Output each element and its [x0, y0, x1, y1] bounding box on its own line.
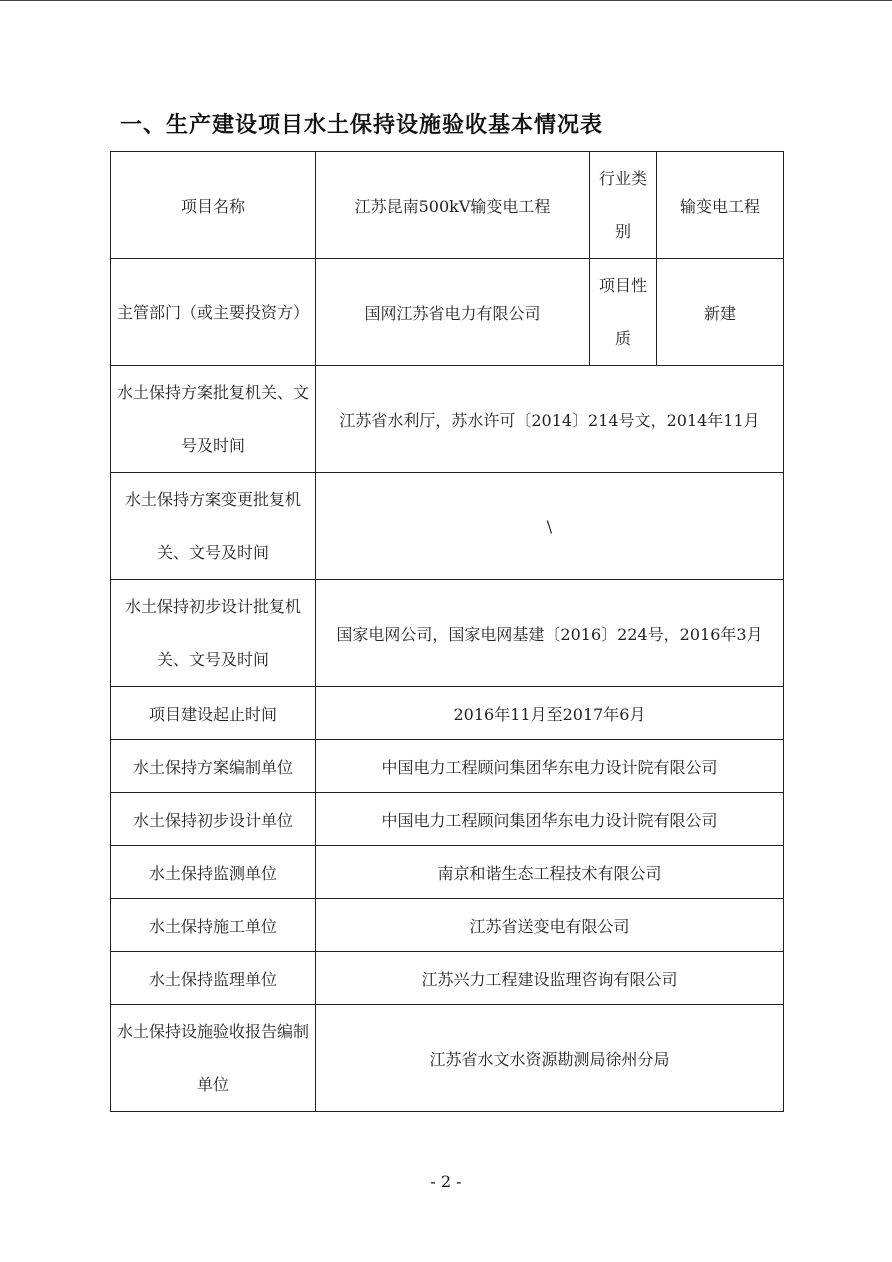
table-row — [111, 259, 784, 366]
table-row — [111, 952, 784, 1005]
plan-change-value: \ — [316, 473, 784, 580]
department-label: 主管部门（或主要投资方） — [111, 259, 316, 366]
table-row — [111, 366, 784, 473]
project-name-value: 江苏昆南500kV输变电工程 — [316, 152, 590, 259]
page-number: - 2 - — [430, 1172, 462, 1191]
supervise-unit-value: 江苏兴力工程建设监理咨询有限公司 — [316, 952, 784, 1005]
design-approval-value: 国家电网公司，国家电网基建〔2016〕224号，2016年3月 — [316, 580, 784, 687]
table-row — [111, 740, 784, 793]
design-unit-value: 中国电力工程顾问集团华东电力设计院有限公司 — [316, 793, 784, 846]
table-row — [111, 846, 784, 899]
table-row — [111, 473, 784, 580]
table-row — [111, 1005, 784, 1112]
table-row — [111, 793, 784, 846]
top-border-line — [0, 0, 892, 1]
page-title: 一、生产建设项目水土保持设施验收基本情况表 — [120, 113, 604, 138]
table-row — [111, 687, 784, 740]
department-value: 国网江苏省电力有限公司 — [316, 259, 590, 366]
project-nature-label: 项目性质 — [590, 259, 657, 366]
supervise-unit-label: 水土保持监理单位 — [111, 952, 316, 1005]
industry-type-value: 输变电工程 — [657, 152, 784, 259]
project-name-label: 项目名称 — [111, 152, 316, 259]
report-unit-label: 水土保持设施验收报告编制单位 — [111, 1005, 316, 1112]
table-row — [111, 152, 784, 259]
table-row — [111, 580, 784, 687]
monitor-unit-value: 南京和谐生态工程技术有限公司 — [316, 846, 784, 899]
project-nature-value: 新建 — [657, 259, 784, 366]
construction-period-value: 2016年11月至2017年6月 — [316, 687, 784, 740]
plan-change-label: 水土保持方案变更批复机关、文号及时间 — [111, 473, 316, 580]
construction-period-label: 项目建设起止时间 — [111, 687, 316, 740]
build-unit-label: 水土保持施工单位 — [111, 899, 316, 952]
plan-unit-label: 水土保持方案编制单位 — [111, 740, 316, 793]
design-unit-label: 水土保持初步设计单位 — [111, 793, 316, 846]
plan-unit-value: 中国电力工程顾问集团华东电力设计院有限公司 — [316, 740, 784, 793]
plan-approval-value: 江苏省水利厅，苏水许可〔2014〕214号文，2014年11月 — [316, 366, 784, 473]
build-unit-value: 江苏省送变电有限公司 — [316, 899, 784, 952]
design-approval-label: 水土保持初步设计批复机关、文号及时间 — [111, 580, 316, 687]
table-row — [111, 899, 784, 952]
acceptance-info-table — [110, 151, 784, 1112]
plan-approval-label: 水土保持方案批复机关、文号及时间 — [111, 366, 316, 473]
monitor-unit-label: 水土保持监测单位 — [111, 846, 316, 899]
industry-type-label: 行业类别 — [590, 152, 657, 259]
report-unit-value: 江苏省水文水资源勘测局徐州分局 — [316, 1005, 784, 1112]
